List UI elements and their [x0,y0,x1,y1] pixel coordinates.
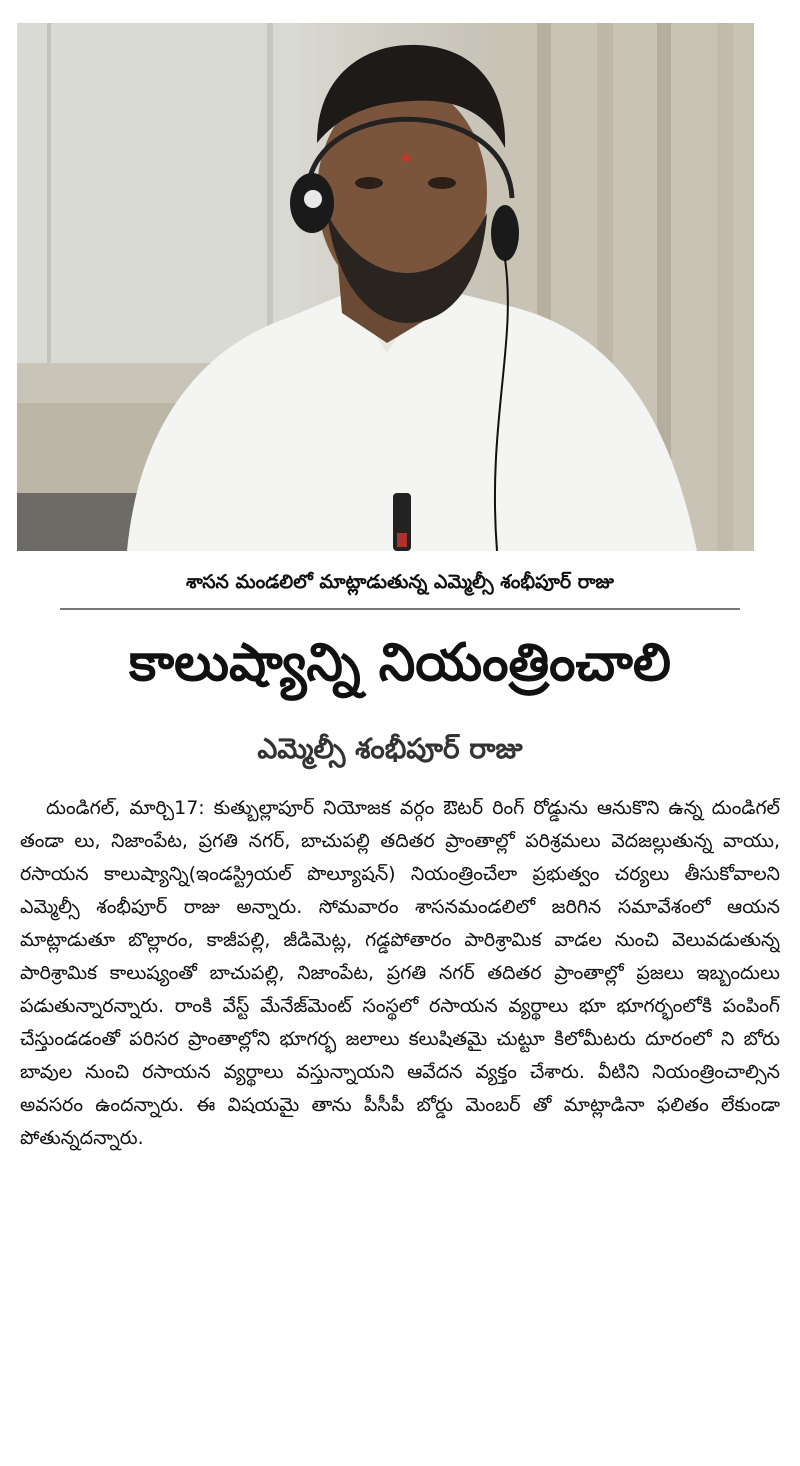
photo-caption: శాసన మండలిలో మాట్లాడుతున్న ఎమ్మెల్సీ శంభీపూర్‌ రాజు [186,571,614,593]
caption-divider [60,560,740,610]
article-subhead: ఎమ్మెల్సీ శంభీపూర్‌ రాజు [257,732,523,765]
article-headline: కాలుష్యాన్ని నియంత్రించాలి [129,633,671,693]
article-photo [17,23,754,551]
speaker-photo-icon [17,23,754,551]
article-body: దుండిగల్‌, మార్చి17: కుత్బుల్లాపూర్‌ నియోజక వర్గం ఔటర్‌ రింగ్‌ రోడ్డును ఆనుకొని ఉన్న దుండిగల్‌ తండా లు, నిజాంపేట, ప్రగతి నగర్‌, బాచుపల్లి తదితర ప్రాంతాల్లో పరిశ్రమలు వెదజల్లుతున్న వాయు, రసాయన కాలుష్యాన్ని(ఇండస్ట్రియల్‌ పొల్యూషన్‌) నియంత్రించేలా ప్రభుత్వం చర్యలు తీసుకోవాలని ఎమ్మెల్సీ శంభీపూర్‌ రాజు అన్నారు. సోమవారం శాసనమండలిలో జరిగిన సమావేశంలో ఆయన మాట్లాడుతూ బొల్లారం, కాజీపల్లి, జీడిమెట్ల, గడ్డపోతారం పారిశ్రామిక వాడల నుంచి వెలువడుతున్న పారిశ్రామిక కాలుష్యంతో బాచుపల్లి, నిజాంపేట, ప్రగతి నగర్‌ తదితర ప్రాంతాల్లో ప్రజలు ఇబ్బందులు పడుతున్నారన్నారు. రాంకి వేస్ట్‌ మేనేజ్‌మెంట్‌ సంస్థలో రసాయన వ్యర్థాలు భూ భూగర్భంలోకి పంపింగ్‌ చేస్తుండడంతో పరిసర ప్రాంతాల్లోని భూగర్భ జలాలు కలుషితమై చుట్టూ కిలోమీటరు దూరంలో ని బోరు బావుల నుంచి రసాయన వ్యర్థాలు వస్తున్నాయని ఆవేదన వ్యక్తం చేశారు. వీటిని నియంత్రించాల్సిన అవసరం ఉందన్నారు. ఈ విషయమై తాను పీసీపీ బోర్డు మెంబర్‌ తో మాట్లాడినా ఫలితం లేకుండా పోతున్నదన్నారు. [20,797,780,1149]
